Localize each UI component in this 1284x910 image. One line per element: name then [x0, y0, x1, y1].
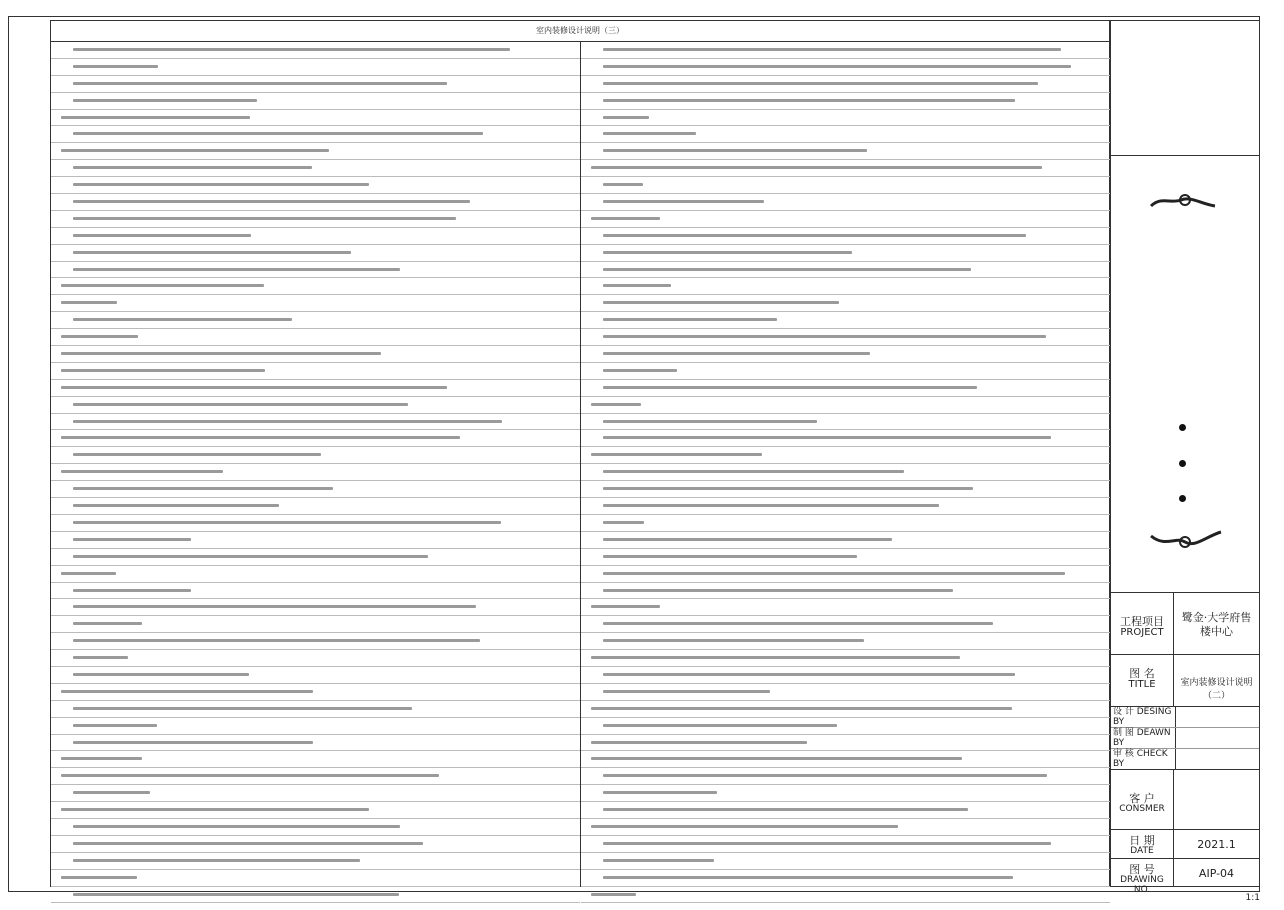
- text-line: [51, 397, 580, 414]
- text-line: [51, 278, 580, 295]
- project-label: 工程项目 PROJECT: [1111, 593, 1174, 654]
- text-line-placeholder: [603, 116, 649, 119]
- text-line-placeholder: [591, 605, 660, 608]
- text-line: [51, 785, 580, 802]
- text-line: [581, 346, 1110, 363]
- text-line: [51, 126, 580, 143]
- text-line: [581, 481, 1110, 498]
- text-line: [581, 532, 1110, 549]
- text-line: [581, 110, 1110, 127]
- text-line-placeholder: [591, 217, 660, 220]
- text-line: [581, 363, 1110, 380]
- title-value: 室内装修设计说明（二）: [1180, 678, 1253, 701]
- text-line-placeholder: [61, 808, 369, 811]
- text-line-placeholder: [73, 639, 480, 642]
- text-line: [581, 549, 1110, 566]
- text-line: [581, 414, 1110, 431]
- text-line: [51, 414, 580, 431]
- text-line-placeholder: [73, 589, 191, 592]
- text-line: [581, 143, 1110, 160]
- text-line-placeholder: [603, 521, 644, 524]
- text-line: [51, 177, 580, 194]
- text-line-placeholder: [603, 48, 1061, 51]
- text-line-placeholder: [61, 774, 439, 777]
- project-value: 鹭金·大学府售楼中心: [1181, 611, 1252, 638]
- text-line: [51, 751, 580, 768]
- text-line-placeholder: [73, 724, 157, 727]
- text-line: [51, 701, 580, 718]
- text-line-placeholder: [61, 876, 137, 879]
- ornament-area: [1111, 156, 1259, 593]
- text-line-placeholder: [73, 217, 456, 220]
- text-line: [581, 228, 1110, 245]
- check-row: [1111, 749, 1259, 770]
- text-line-placeholder: [603, 183, 643, 186]
- text-line: [581, 278, 1110, 295]
- text-line-placeholder: [73, 420, 502, 423]
- text-line-placeholder: [73, 791, 150, 794]
- text-line-placeholder: [73, 842, 423, 845]
- text-line-placeholder: [61, 369, 265, 372]
- text-line: [581, 718, 1110, 735]
- text-line: [581, 262, 1110, 279]
- text-line-placeholder: [603, 808, 968, 811]
- text-line-placeholder: [73, 82, 447, 85]
- text-line: [51, 650, 580, 667]
- text-line-placeholder: [61, 690, 313, 693]
- text-line-placeholder: [603, 555, 857, 558]
- text-line-placeholder: [73, 318, 292, 321]
- text-line-placeholder: [603, 352, 870, 355]
- text-line-placeholder: [603, 301, 839, 304]
- client-value: [1174, 770, 1259, 829]
- text-line: [51, 633, 580, 650]
- date-value: 2021.1: [1197, 838, 1236, 851]
- text-line-placeholder: [603, 572, 1065, 575]
- text-line: [581, 633, 1110, 650]
- text-line: [51, 498, 580, 515]
- text-line-placeholder: [73, 99, 257, 102]
- text-line: [51, 228, 580, 245]
- text-line-placeholder: [603, 589, 953, 592]
- text-line-placeholder: [73, 48, 510, 51]
- text-line-placeholder: [591, 741, 807, 744]
- client-row: [1111, 770, 1259, 830]
- text-line: [581, 836, 1110, 853]
- text-line-placeholder: [73, 200, 470, 203]
- drawing-number-row: [1111, 859, 1259, 895]
- text-line-placeholder: [591, 707, 1012, 710]
- text-line: [581, 59, 1110, 76]
- text-line: [581, 819, 1110, 836]
- text-line: [581, 751, 1110, 768]
- text-line-placeholder: [73, 859, 360, 862]
- bullet-dot: [1179, 424, 1186, 431]
- text-line: [51, 329, 580, 346]
- text-line-placeholder: [591, 453, 762, 456]
- ornament-graphic: [1111, 156, 1259, 593]
- text-line: [51, 853, 580, 870]
- text-line: [51, 110, 580, 127]
- text-line: [51, 566, 580, 583]
- text-line-placeholder: [73, 622, 142, 625]
- text-line: [581, 93, 1110, 110]
- text-line-placeholder: [73, 183, 369, 186]
- text-line: [51, 312, 580, 329]
- text-line: [51, 430, 580, 447]
- text-line-placeholder: [603, 335, 1046, 338]
- text-line-placeholder: [603, 842, 1051, 845]
- text-line-placeholder: [61, 572, 116, 575]
- text-line-placeholder: [73, 504, 279, 507]
- text-line: [581, 177, 1110, 194]
- right-text-column: [581, 42, 1110, 887]
- text-line: [581, 312, 1110, 329]
- text-line: [51, 887, 580, 904]
- text-line: [51, 616, 580, 633]
- text-line-placeholder: [61, 284, 264, 287]
- text-line-placeholder: [591, 166, 1042, 169]
- text-line: [51, 76, 580, 93]
- text-line: [51, 262, 580, 279]
- text-line-placeholder: [603, 200, 764, 203]
- text-line-placeholder: [603, 487, 973, 490]
- text-line: [581, 211, 1110, 228]
- text-line: [51, 59, 580, 76]
- text-line: [581, 245, 1110, 262]
- text-line-placeholder: [61, 149, 329, 152]
- text-line: [581, 160, 1110, 177]
- text-line: [581, 785, 1110, 802]
- text-line-placeholder: [73, 234, 251, 237]
- text-line: [581, 802, 1110, 819]
- text-line-placeholder: [61, 757, 142, 760]
- text-line-placeholder: [61, 301, 117, 304]
- text-line: [51, 363, 580, 380]
- text-line-placeholder: [591, 893, 636, 896]
- text-line-placeholder: [61, 335, 138, 338]
- text-line: [581, 464, 1110, 481]
- project-row: [1111, 593, 1259, 655]
- text-line: [51, 802, 580, 819]
- text-line: [581, 667, 1110, 684]
- text-line: [51, 380, 580, 397]
- text-line: [581, 430, 1110, 447]
- text-line-placeholder: [603, 132, 696, 135]
- text-line: [51, 295, 580, 312]
- text-line: [581, 498, 1110, 515]
- date-row: [1111, 830, 1259, 859]
- text-line-placeholder: [73, 893, 399, 896]
- text-line: [581, 870, 1110, 887]
- text-line-placeholder: [73, 65, 158, 68]
- logo-area: [1111, 21, 1259, 156]
- text-line-placeholder: [73, 741, 313, 744]
- text-line-placeholder: [603, 386, 977, 389]
- text-line: [51, 160, 580, 177]
- text-line: [581, 515, 1110, 532]
- text-line-placeholder: [603, 774, 1047, 777]
- bullet-dot: [1179, 495, 1186, 502]
- text-line: [51, 768, 580, 785]
- design-row: [1111, 707, 1259, 728]
- text-line: [581, 295, 1110, 312]
- text-line-placeholder: [603, 436, 1051, 439]
- text-line-placeholder: [61, 386, 447, 389]
- text-line-placeholder: [603, 65, 1071, 68]
- text-line: [581, 684, 1110, 701]
- text-line-placeholder: [591, 656, 960, 659]
- text-line: [51, 346, 580, 363]
- text-line: [51, 447, 580, 464]
- text-line: [51, 245, 580, 262]
- check-label: 审 核 CHECK BY: [1111, 749, 1176, 769]
- text-line-placeholder: [603, 420, 817, 423]
- text-line-placeholder: [591, 757, 962, 760]
- text-line: [51, 684, 580, 701]
- text-line-placeholder: [73, 132, 483, 135]
- text-line: [581, 616, 1110, 633]
- drawing-number-label: 图 号 DRAWING NO.: [1111, 859, 1174, 887]
- text-line: [51, 819, 580, 836]
- text-line-placeholder: [73, 825, 400, 828]
- text-line: [581, 380, 1110, 397]
- text-line: [51, 194, 580, 211]
- text-line-placeholder: [603, 504, 939, 507]
- text-line: [51, 211, 580, 228]
- text-line-placeholder: [603, 673, 1015, 676]
- text-line-placeholder: [603, 876, 1013, 879]
- text-line: [51, 93, 580, 110]
- text-line-placeholder: [73, 268, 400, 271]
- text-line-placeholder: [591, 825, 898, 828]
- text-line-placeholder: [603, 234, 1026, 237]
- text-line-placeholder: [603, 724, 837, 727]
- text-line-placeholder: [603, 639, 864, 642]
- text-line: [51, 599, 580, 616]
- text-line: [581, 397, 1110, 414]
- text-line-placeholder: [603, 690, 770, 693]
- text-line: [581, 447, 1110, 464]
- text-line: [581, 599, 1110, 616]
- text-line-placeholder: [61, 352, 381, 355]
- text-line: [581, 650, 1110, 667]
- text-line: [51, 532, 580, 549]
- text-line-placeholder: [603, 149, 867, 152]
- text-line: [51, 836, 580, 853]
- text-line: [51, 718, 580, 735]
- text-line-placeholder: [61, 470, 223, 473]
- text-line: [51, 549, 580, 566]
- title-block: [1110, 20, 1260, 895]
- drawing-number-value: AIP-04: [1198, 867, 1235, 880]
- text-line-placeholder: [591, 403, 641, 406]
- bullet-dot: [1179, 460, 1186, 467]
- text-line: [581, 768, 1110, 785]
- text-line: [51, 583, 580, 600]
- text-line-placeholder: [73, 605, 476, 608]
- drawn-row: [1111, 728, 1259, 749]
- text-line-placeholder: [603, 369, 677, 372]
- spec-table: [50, 20, 1110, 887]
- text-line-placeholder: [603, 99, 1015, 102]
- text-line: [581, 42, 1110, 59]
- text-line-placeholder: [603, 251, 852, 254]
- text-line-placeholder: [73, 403, 408, 406]
- text-line: [581, 329, 1110, 346]
- text-line-placeholder: [73, 538, 191, 541]
- text-line-placeholder: [73, 251, 351, 254]
- text-line: [581, 126, 1110, 143]
- text-line-placeholder: [73, 453, 321, 456]
- text-line: [581, 701, 1110, 718]
- text-line-placeholder: [603, 859, 714, 862]
- client-label: 客 户 CONSMER: [1111, 770, 1174, 829]
- text-line-placeholder: [73, 166, 312, 169]
- text-line-placeholder: [73, 673, 249, 676]
- text-line-placeholder: [61, 116, 250, 119]
- text-line-placeholder: [73, 521, 501, 524]
- text-line: [581, 194, 1110, 211]
- text-line: [51, 870, 580, 887]
- text-line-placeholder: [603, 622, 993, 625]
- text-line-placeholder: [73, 555, 428, 558]
- design-label: 设 计 DESING BY: [1111, 707, 1176, 727]
- text-line-placeholder: [61, 436, 460, 439]
- text-line-placeholder: [603, 82, 1038, 85]
- text-line-placeholder: [73, 707, 412, 710]
- text-line-placeholder: [73, 656, 128, 659]
- text-line: [51, 735, 580, 752]
- text-line: [581, 887, 1110, 904]
- text-line: [51, 481, 580, 498]
- text-line: [51, 667, 580, 684]
- text-line-placeholder: [603, 284, 671, 287]
- text-line: [581, 853, 1110, 870]
- text-line-placeholder: [603, 538, 892, 541]
- title-label: 图 名 TITLE: [1111, 655, 1174, 706]
- drawn-label: 制 图 DEAWN BY: [1111, 728, 1176, 748]
- text-line: [581, 735, 1110, 752]
- left-text-column: [51, 42, 581, 887]
- date-label: 日 期 DATE: [1111, 830, 1174, 858]
- text-line: [581, 76, 1110, 93]
- text-line: [581, 583, 1110, 600]
- text-line-placeholder: [603, 791, 717, 794]
- text-line: [51, 42, 580, 59]
- text-line-placeholder: [73, 487, 333, 490]
- scale-label: 1:1: [1245, 893, 1260, 903]
- text-line-placeholder: [603, 470, 904, 473]
- page-title: 室内装修设计说明（三）: [51, 21, 1109, 42]
- text-line: [581, 566, 1110, 583]
- text-line: [51, 143, 580, 160]
- title-row: [1111, 655, 1259, 707]
- text-line-placeholder: [603, 268, 971, 271]
- text-line: [51, 464, 580, 481]
- text-line-placeholder: [603, 318, 777, 321]
- text-line: [51, 515, 580, 532]
